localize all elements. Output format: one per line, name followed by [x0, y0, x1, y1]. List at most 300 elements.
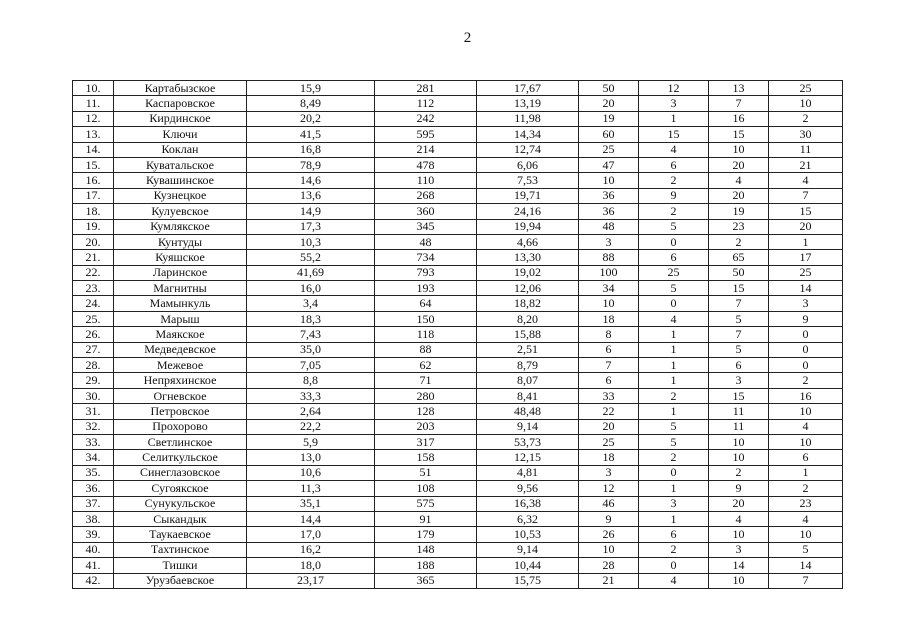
ratio-cell: 4,66 [477, 234, 579, 249]
table-row [73, 250, 843, 265]
area-cell: 10,6 [247, 465, 375, 480]
count-cell: 179 [375, 527, 477, 542]
row-number-cell: 32. [73, 419, 114, 434]
area-cell: 7,43 [247, 327, 375, 342]
count-cell: 203 [375, 419, 477, 434]
sub-value-b-cell: 10 [709, 434, 769, 449]
row-number-cell: 35. [73, 465, 114, 480]
table-row [73, 434, 843, 449]
value-cell: 34 [579, 281, 639, 296]
table-row [73, 373, 843, 388]
sub-value-b-cell: 4 [709, 511, 769, 526]
area-cell: 35,1 [247, 496, 375, 511]
settlement-name-cell: Ключи [114, 127, 247, 142]
sub-value-c-cell: 2 [769, 481, 843, 496]
value-cell: 36 [579, 188, 639, 203]
sub-value-c-cell: 1 [769, 465, 843, 480]
area-cell: 33,3 [247, 388, 375, 403]
ratio-cell: 12,15 [477, 450, 579, 465]
count-cell: 365 [375, 573, 477, 588]
value-cell: 33 [579, 388, 639, 403]
sub-value-c-cell: 15 [769, 204, 843, 219]
table-row [73, 342, 843, 357]
sub-value-c-cell: 4 [769, 419, 843, 434]
row-number-cell: 16. [73, 173, 114, 188]
area-cell: 14,4 [247, 511, 375, 526]
sub-value-b-cell: 13 [709, 81, 769, 96]
sub-value-a-cell: 3 [639, 96, 709, 111]
area-cell: 13,6 [247, 188, 375, 203]
row-number-cell: 27. [73, 342, 114, 357]
sub-value-c-cell: 9 [769, 311, 843, 326]
sub-value-c-cell: 0 [769, 358, 843, 373]
value-cell: 25 [579, 142, 639, 157]
sub-value-a-cell: 5 [639, 219, 709, 234]
sub-value-c-cell: 10 [769, 96, 843, 111]
sub-value-a-cell: 5 [639, 419, 709, 434]
sub-value-b-cell: 10 [709, 450, 769, 465]
sub-value-b-cell: 50 [709, 265, 769, 280]
area-cell: 15,9 [247, 81, 375, 96]
ratio-cell: 8,41 [477, 388, 579, 403]
sub-value-c-cell: 3 [769, 296, 843, 311]
sub-value-b-cell: 7 [709, 296, 769, 311]
value-cell: 46 [579, 496, 639, 511]
settlement-name-cell: Сугоякское [114, 481, 247, 496]
table-row [73, 481, 843, 496]
settlement-name-cell: Магнитны [114, 281, 247, 296]
sub-value-b-cell: 15 [709, 127, 769, 142]
area-cell: 7,05 [247, 358, 375, 373]
settlement-name-cell: Каспаровское [114, 96, 247, 111]
table-row [73, 281, 843, 296]
sub-value-a-cell: 6 [639, 157, 709, 172]
table-row [73, 496, 843, 511]
count-cell: 71 [375, 373, 477, 388]
row-number-cell: 42. [73, 573, 114, 588]
settlement-name-cell: Непряхинское [114, 373, 247, 388]
table-row [73, 157, 843, 172]
sub-value-c-cell: 10 [769, 434, 843, 449]
count-cell: 242 [375, 111, 477, 126]
table-row [73, 388, 843, 403]
ratio-cell: 8,07 [477, 373, 579, 388]
count-cell: 575 [375, 496, 477, 511]
row-number-cell: 33. [73, 434, 114, 449]
count-cell: 112 [375, 96, 477, 111]
sub-value-a-cell: 1 [639, 481, 709, 496]
value-cell: 100 [579, 265, 639, 280]
area-cell: 8,49 [247, 96, 375, 111]
sub-value-a-cell: 4 [639, 573, 709, 588]
sub-value-a-cell: 2 [639, 204, 709, 219]
table-row [73, 542, 843, 557]
row-number-cell: 20. [73, 234, 114, 249]
settlement-name-cell: Сыкандык [114, 511, 247, 526]
row-number-cell: 21. [73, 250, 114, 265]
row-number-cell: 22. [73, 265, 114, 280]
area-cell: 14,6 [247, 173, 375, 188]
row-number-cell: 29. [73, 373, 114, 388]
table-row [73, 142, 843, 157]
ratio-cell: 14,34 [477, 127, 579, 142]
sub-value-b-cell: 11 [709, 419, 769, 434]
settlement-name-cell: Куватальское [114, 157, 247, 172]
table-row [73, 265, 843, 280]
settlement-name-cell: Урузбаевское [114, 573, 247, 588]
ratio-cell: 9,14 [477, 419, 579, 434]
settlement-name-cell: Кумлякское [114, 219, 247, 234]
settlement-name-cell: Кунтуды [114, 234, 247, 249]
ratio-cell: 11,98 [477, 111, 579, 126]
settlement-name-cell: Кирдинское [114, 111, 247, 126]
settlement-name-cell: Маякское [114, 327, 247, 342]
sub-value-a-cell: 1 [639, 511, 709, 526]
count-cell: 150 [375, 311, 477, 326]
sub-value-c-cell: 7 [769, 573, 843, 588]
ratio-cell: 10,44 [477, 558, 579, 573]
ratio-cell: 6,06 [477, 157, 579, 172]
sub-value-a-cell: 4 [639, 142, 709, 157]
area-cell: 78,9 [247, 157, 375, 172]
table-row [73, 419, 843, 434]
count-cell: 118 [375, 327, 477, 342]
sub-value-c-cell: 17 [769, 250, 843, 265]
row-number-cell: 13. [73, 127, 114, 142]
ratio-cell: 7,53 [477, 173, 579, 188]
sub-value-c-cell: 0 [769, 327, 843, 342]
table-row [73, 527, 843, 542]
sub-value-c-cell: 5 [769, 542, 843, 557]
row-number-cell: 17. [73, 188, 114, 203]
table-row [73, 96, 843, 111]
sub-value-a-cell: 5 [639, 434, 709, 449]
table-row [73, 558, 843, 573]
sub-value-c-cell: 25 [769, 81, 843, 96]
count-cell: 110 [375, 173, 477, 188]
area-cell: 35,0 [247, 342, 375, 357]
value-cell: 20 [579, 419, 639, 434]
table-row [73, 81, 843, 96]
area-cell: 2,64 [247, 404, 375, 419]
ratio-cell: 12,74 [477, 142, 579, 157]
table-row [73, 450, 843, 465]
sub-value-a-cell: 1 [639, 342, 709, 357]
value-cell: 10 [579, 296, 639, 311]
ratio-cell: 15,75 [477, 573, 579, 588]
table-body [73, 81, 843, 589]
area-cell: 8,8 [247, 373, 375, 388]
table-row [73, 311, 843, 326]
area-cell: 3,4 [247, 296, 375, 311]
table-row [73, 234, 843, 249]
value-cell: 48 [579, 219, 639, 234]
sub-value-a-cell: 1 [639, 111, 709, 126]
count-cell: 62 [375, 358, 477, 373]
row-number-cell: 38. [73, 511, 114, 526]
sub-value-b-cell: 11 [709, 404, 769, 419]
sub-value-c-cell: 23 [769, 496, 843, 511]
value-cell: 21 [579, 573, 639, 588]
ratio-cell: 17,67 [477, 81, 579, 96]
row-number-cell: 25. [73, 311, 114, 326]
sub-value-a-cell: 25 [639, 265, 709, 280]
area-cell: 18,0 [247, 558, 375, 573]
ratio-cell: 8,20 [477, 311, 579, 326]
value-cell: 36 [579, 204, 639, 219]
area-cell: 18,3 [247, 311, 375, 326]
value-cell: 18 [579, 311, 639, 326]
ratio-cell: 13,30 [477, 250, 579, 265]
value-cell: 6 [579, 373, 639, 388]
sub-value-a-cell: 1 [639, 358, 709, 373]
value-cell: 60 [579, 127, 639, 142]
sub-value-b-cell: 15 [709, 281, 769, 296]
value-cell: 22 [579, 404, 639, 419]
sub-value-b-cell: 19 [709, 204, 769, 219]
sub-value-a-cell: 0 [639, 558, 709, 573]
value-cell: 19 [579, 111, 639, 126]
sub-value-b-cell: 3 [709, 373, 769, 388]
settlement-name-cell: Кулуевское [114, 204, 247, 219]
ratio-cell: 24,16 [477, 204, 579, 219]
row-number-cell: 28. [73, 358, 114, 373]
settlement-name-cell: Тишки [114, 558, 247, 573]
count-cell: 91 [375, 511, 477, 526]
sub-value-c-cell: 30 [769, 127, 843, 142]
area-cell: 11,3 [247, 481, 375, 496]
value-cell: 50 [579, 81, 639, 96]
ratio-cell: 4,81 [477, 465, 579, 480]
sub-value-a-cell: 9 [639, 188, 709, 203]
settlement-name-cell: Межевое [114, 358, 247, 373]
settlement-name-cell: Картабызское [114, 81, 247, 96]
sub-value-a-cell: 4 [639, 311, 709, 326]
table-row [73, 296, 843, 311]
value-cell: 28 [579, 558, 639, 573]
count-cell: 193 [375, 281, 477, 296]
count-cell: 595 [375, 127, 477, 142]
row-number-cell: 12. [73, 111, 114, 126]
area-cell: 5,9 [247, 434, 375, 449]
sub-value-b-cell: 65 [709, 250, 769, 265]
row-number-cell: 41. [73, 558, 114, 573]
area-cell: 41,5 [247, 127, 375, 142]
value-cell: 26 [579, 527, 639, 542]
ratio-cell: 19,71 [477, 188, 579, 203]
count-cell: 734 [375, 250, 477, 265]
sub-value-b-cell: 7 [709, 327, 769, 342]
ratio-cell: 18,82 [477, 296, 579, 311]
sub-value-b-cell: 5 [709, 342, 769, 357]
table-row [73, 404, 843, 419]
ratio-cell: 13,19 [477, 96, 579, 111]
area-cell: 23,17 [247, 573, 375, 588]
sub-value-a-cell: 1 [639, 327, 709, 342]
row-number-cell: 14. [73, 142, 114, 157]
settlement-name-cell: Тахтинское [114, 542, 247, 557]
table-row [73, 204, 843, 219]
table-row [73, 127, 843, 142]
sub-value-b-cell: 3 [709, 542, 769, 557]
sub-value-b-cell: 23 [709, 219, 769, 234]
area-cell: 17,3 [247, 219, 375, 234]
row-number-cell: 39. [73, 527, 114, 542]
sub-value-c-cell: 4 [769, 511, 843, 526]
sub-value-c-cell: 21 [769, 157, 843, 172]
sub-value-a-cell: 0 [639, 234, 709, 249]
sub-value-b-cell: 14 [709, 558, 769, 573]
area-cell: 14,9 [247, 204, 375, 219]
sub-value-c-cell: 16 [769, 388, 843, 403]
sub-value-b-cell: 9 [709, 481, 769, 496]
value-cell: 7 [579, 358, 639, 373]
area-cell: 16,2 [247, 542, 375, 557]
value-cell: 3 [579, 234, 639, 249]
ratio-cell: 6,32 [477, 511, 579, 526]
table-row [73, 573, 843, 588]
sub-value-c-cell: 2 [769, 111, 843, 126]
row-number-cell: 11. [73, 96, 114, 111]
sub-value-a-cell: 6 [639, 250, 709, 265]
count-cell: 51 [375, 465, 477, 480]
sub-value-c-cell: 6 [769, 450, 843, 465]
ratio-cell: 2,51 [477, 342, 579, 357]
sub-value-b-cell: 16 [709, 111, 769, 126]
value-cell: 9 [579, 511, 639, 526]
sub-value-a-cell: 12 [639, 81, 709, 96]
row-number-cell: 26. [73, 327, 114, 342]
ratio-cell: 48,48 [477, 404, 579, 419]
ratio-cell: 16,38 [477, 496, 579, 511]
page-number: 2 [463, 30, 472, 46]
area-cell: 55,2 [247, 250, 375, 265]
count-cell: 128 [375, 404, 477, 419]
value-cell: 12 [579, 481, 639, 496]
sub-value-c-cell: 14 [769, 558, 843, 573]
count-cell: 478 [375, 157, 477, 172]
sub-value-a-cell: 1 [639, 404, 709, 419]
table-row [73, 111, 843, 126]
sub-value-b-cell: 6 [709, 358, 769, 373]
data-table [72, 80, 843, 589]
area-cell: 16,0 [247, 281, 375, 296]
row-number-cell: 34. [73, 450, 114, 465]
sub-value-a-cell: 1 [639, 373, 709, 388]
table-row [73, 358, 843, 373]
sub-value-c-cell: 4 [769, 173, 843, 188]
value-cell: 10 [579, 542, 639, 557]
settlement-name-cell: Ларинское [114, 265, 247, 280]
sub-value-b-cell: 2 [709, 234, 769, 249]
settlement-name-cell: Сунукульское [114, 496, 247, 511]
count-cell: 793 [375, 265, 477, 280]
sub-value-b-cell: 10 [709, 142, 769, 157]
row-number-cell: 10. [73, 81, 114, 96]
sub-value-b-cell: 20 [709, 496, 769, 511]
sub-value-a-cell: 2 [639, 450, 709, 465]
value-cell: 47 [579, 157, 639, 172]
area-cell: 17,0 [247, 527, 375, 542]
settlement-name-cell: Куяшское [114, 250, 247, 265]
sub-value-b-cell: 5 [709, 311, 769, 326]
value-cell: 3 [579, 465, 639, 480]
count-cell: 158 [375, 450, 477, 465]
value-cell: 88 [579, 250, 639, 265]
settlement-name-cell: Огневское [114, 388, 247, 403]
table-row [73, 188, 843, 203]
sub-value-a-cell: 3 [639, 496, 709, 511]
sub-value-b-cell: 15 [709, 388, 769, 403]
area-cell: 41,69 [247, 265, 375, 280]
ratio-cell: 8,79 [477, 358, 579, 373]
sub-value-c-cell: 1 [769, 234, 843, 249]
table-row [73, 219, 843, 234]
count-cell: 281 [375, 81, 477, 96]
row-number-cell: 37. [73, 496, 114, 511]
settlement-name-cell: Кувашинское [114, 173, 247, 188]
settlement-name-cell: Медведевское [114, 342, 247, 357]
value-cell: 18 [579, 450, 639, 465]
sub-value-c-cell: 10 [769, 404, 843, 419]
value-cell: 25 [579, 434, 639, 449]
count-cell: 88 [375, 342, 477, 357]
sub-value-a-cell: 6 [639, 527, 709, 542]
table-row [73, 511, 843, 526]
row-number-cell: 31. [73, 404, 114, 419]
sub-value-c-cell: 14 [769, 281, 843, 296]
sub-value-b-cell: 7 [709, 96, 769, 111]
ratio-cell: 12,06 [477, 281, 579, 296]
row-number-cell: 18. [73, 204, 114, 219]
value-cell: 6 [579, 342, 639, 357]
row-number-cell: 23. [73, 281, 114, 296]
sub-value-c-cell: 0 [769, 342, 843, 357]
count-cell: 64 [375, 296, 477, 311]
sub-value-b-cell: 20 [709, 157, 769, 172]
settlement-name-cell: Синеглазовское [114, 465, 247, 480]
value-cell: 20 [579, 96, 639, 111]
row-number-cell: 36. [73, 481, 114, 496]
ratio-cell: 9,56 [477, 481, 579, 496]
ratio-cell: 19,02 [477, 265, 579, 280]
count-cell: 280 [375, 388, 477, 403]
table-row [73, 327, 843, 342]
ratio-cell: 19,94 [477, 219, 579, 234]
ratio-cell: 9,14 [477, 542, 579, 557]
count-cell: 148 [375, 542, 477, 557]
sub-value-a-cell: 0 [639, 465, 709, 480]
sub-value-b-cell: 2 [709, 465, 769, 480]
sub-value-b-cell: 20 [709, 188, 769, 203]
count-cell: 345 [375, 219, 477, 234]
settlement-name-cell: Петровское [114, 404, 247, 419]
settlement-name-cell: Мамынкуль [114, 296, 247, 311]
count-cell: 108 [375, 481, 477, 496]
sub-value-c-cell: 10 [769, 527, 843, 542]
ratio-cell: 53,73 [477, 434, 579, 449]
ratio-cell: 15,88 [477, 327, 579, 342]
sub-value-a-cell: 0 [639, 296, 709, 311]
area-cell: 20,2 [247, 111, 375, 126]
settlement-name-cell: Коклан [114, 142, 247, 157]
sub-value-a-cell: 15 [639, 127, 709, 142]
value-cell: 8 [579, 327, 639, 342]
settlement-name-cell: Селиткульское [114, 450, 247, 465]
area-cell: 13,0 [247, 450, 375, 465]
sub-value-c-cell: 25 [769, 265, 843, 280]
row-number-cell: 19. [73, 219, 114, 234]
